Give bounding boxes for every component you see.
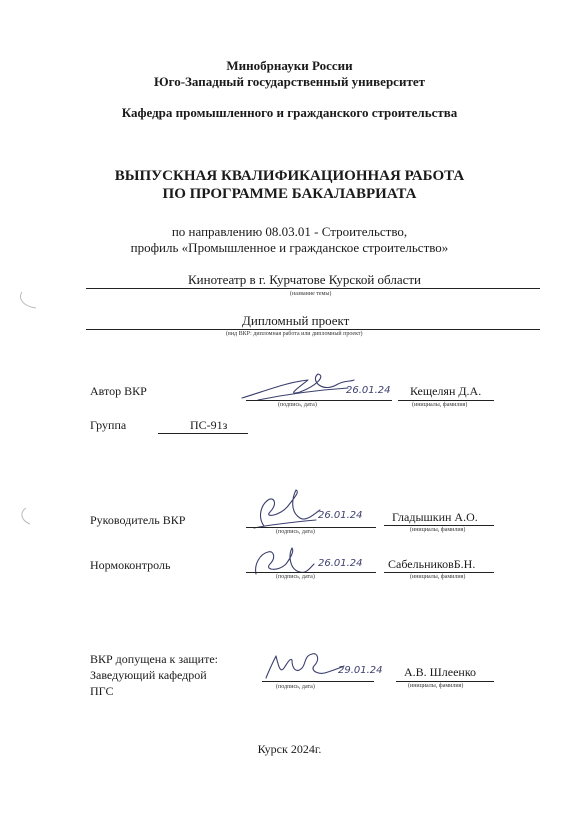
topic-underline [86, 288, 540, 289]
work-type-underline [86, 329, 540, 330]
topic-value: Кинотеатр в г. Курчатове Курской области [188, 272, 422, 287]
supervisor-sign-caption: (подпись, дата) [276, 529, 315, 535]
supervisor-name: Гладышкин А.О. [392, 510, 478, 524]
document-title-line2: ПО ПРОГРАММЕ БАКАЛАВРИАТА [162, 186, 417, 202]
group-value: ПС-91з [190, 418, 228, 432]
normcontrol-name-line [384, 572, 494, 573]
head-sign-date: 29.01.24 [338, 665, 383, 676]
topic-caption: (название темы) [290, 291, 332, 297]
head-sign-line [262, 681, 374, 682]
binding-mark-top [16, 290, 40, 312]
document-title-line1: ВЫПУСКНАЯ КВАЛИФИКАЦИОННАЯ РАБОТА [114, 168, 465, 184]
author-sign-line [246, 400, 392, 401]
supervisor-name-line [384, 525, 494, 526]
department-name: Кафедра промышленного и гражданского строительства [121, 105, 458, 120]
direction-line1: по направлению 08.03.01 - Строительство, [171, 224, 408, 239]
supervisor-sign-line [246, 527, 376, 528]
author-label: Автор ВКР [90, 384, 147, 398]
author-name-line [398, 400, 494, 401]
author-sign-caption: (подпись, дата) [278, 402, 317, 408]
group-label: Группа [90, 418, 127, 432]
admission-line3: ПГС [90, 684, 114, 698]
author-name-caption: (инициалы, фамилия) [412, 402, 468, 408]
city-year: Курск 2024г. [257, 742, 322, 756]
normcontrol-sign-date: 26.01.24 [318, 558, 363, 569]
direction-profile: профиль «Промышленное и гражданское строительство» [130, 240, 449, 255]
author-sign-date: 26.01.24 [346, 385, 391, 396]
supervisor-label: Руководитель ВКР [90, 513, 186, 527]
ministry-name: Минобрнауки России [226, 58, 353, 73]
normcontrol-sign-caption: (подпись, дата) [276, 574, 315, 580]
work-type-value: Дипломный проект [242, 313, 350, 328]
author-name: Кещелян Д.А. [410, 384, 482, 398]
normcontrol-name: СабельниковБ.Н. [388, 557, 476, 571]
supervisor-sign-date: 26.01.24 [318, 510, 363, 521]
author-signature [238, 370, 358, 404]
head-name: А.В. Шлеенко [404, 665, 477, 679]
supervisor-signature [244, 488, 324, 532]
normcontrol-name-caption: (инициалы, фамилия) [410, 574, 466, 580]
normcontrol-sign-line [246, 572, 376, 573]
supervisor-name-caption: (инициалы, фамилия) [410, 527, 466, 533]
head-name-caption: (инициалы, фамилия) [408, 683, 464, 689]
head-sign-caption: (подпись, дата) [276, 684, 315, 690]
group-underline [158, 433, 248, 434]
admission-line1: ВКР допущена к защите: [90, 652, 218, 666]
normcontrol-label: Нормоконтроль [90, 558, 171, 572]
university-name: Юго-Западный государственный университет [154, 74, 425, 89]
admission-line2: Заведующий кафедрой [90, 668, 207, 682]
binding-mark-bottom [16, 506, 40, 528]
head-name-line [396, 681, 494, 682]
head-signature [262, 648, 346, 684]
work-type-caption: (вид ВКР: дипломная работа или дипломный проект) [226, 331, 363, 337]
